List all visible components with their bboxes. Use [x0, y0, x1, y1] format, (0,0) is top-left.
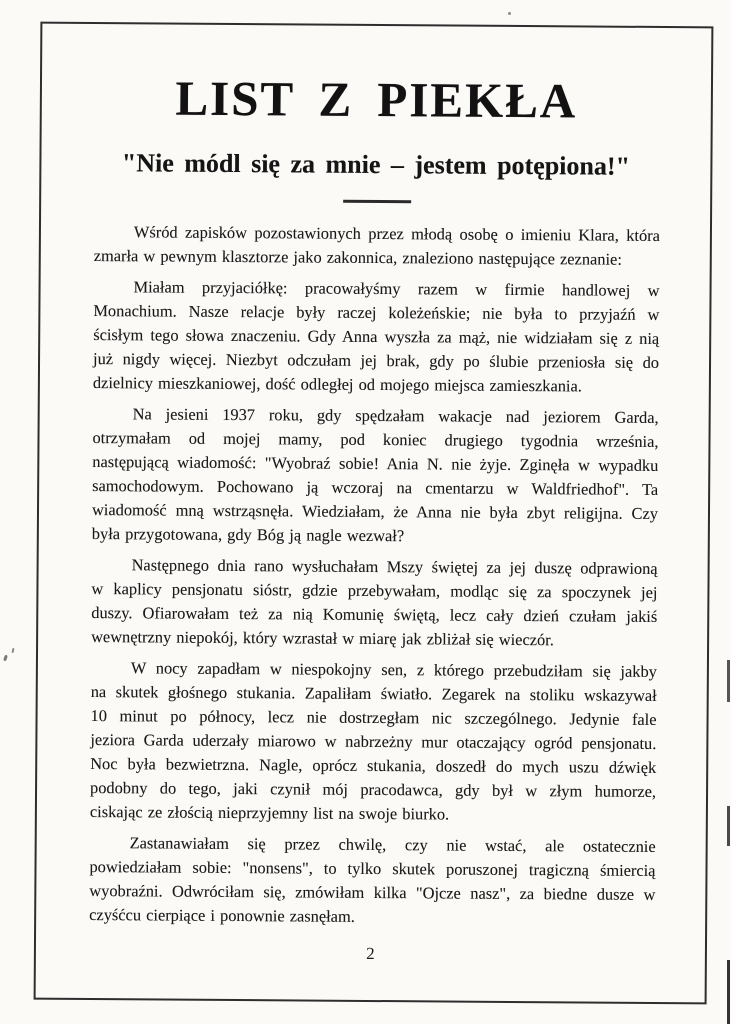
text-line: Monachium. Nasze relacje były raczej koleżeńskie; nie była to przyjaźń w [93, 301, 660, 324]
text-line: 10 minut po północy, lecz nie dostrzegłam nic szczególnego. Jedynie fale [90, 706, 657, 729]
text-line: w kaplicy pensjonatu sióstr, gdzie przebywałam, modląc się za spoczynek jej [91, 579, 658, 602]
text-line: duszy. Ofiarowałam też za nią Komunię świętą, lecz cały dzień czułam jakiś [91, 603, 658, 626]
text-line: wiadomość mną wstrząsnęła. Wiedziałam, że Anna nie była zbyt religijna. Czy [91, 500, 659, 523]
paragraph [90, 656, 657, 828]
paragraph [89, 831, 656, 931]
text-line: była przygotowana, gdy Bóg ją nagle wezwał? [91, 524, 405, 546]
text-line: powiedziałam sobie: "nonsens", to tylko skutek poruszonej tragiczną śmiercią [89, 857, 656, 880]
title-divider-rule [343, 200, 411, 203]
page-subtitle: "Nie módl się za mnie – jestem potępiona!" [121, 148, 631, 181]
text-line: następującą wiadomość: "Wyobraź sobie! Ania N. nie żyje. Zginęła w wypadku [92, 452, 659, 475]
paragraph [93, 275, 660, 399]
text-line: W nocy zapadłam w niespokojny sen, z którego przebudziłam się jakby [130, 658, 657, 681]
text-line: Miałam przyjaciółkę: pracowałyśmy razem w firmie handlowej w [133, 277, 660, 300]
document-body [89, 220, 660, 931]
text-line: jeziora Garda uderzały miarowo w nabrzeżny mur otaczający ogród pensjonatu. [90, 730, 657, 753]
scan-edge-mark [727, 806, 730, 846]
text-line: czyśćcu cierpiące i ponownie zasnęłam. [89, 905, 355, 926]
text-line: wyobraźni. Odwróciłam się, zmówiłam kilka "Ojcze nasz", za biedne dusze w [89, 881, 656, 904]
scan-edge-mark [727, 960, 730, 1024]
text-line: wewnętrzny niepokój, który wzrastał w miarę jak zbliżał się wieczór. [91, 627, 554, 650]
text-line: ciskając ze złością nieprzyjemny list na swoje biurko. [89, 802, 450, 824]
text-line: już nigdy więcej. Niezbyt odczułam jej brak, gdy po ślubie przeniosła się do [92, 349, 660, 372]
paragraph [91, 553, 658, 653]
paragraph [94, 220, 660, 272]
text-line: otrzymałam od mojej mamy, pod koniec drugiego tygodnia września, [92, 428, 659, 451]
text-line: zmarła w pewnym klasztorze jako zakonnica, znaleziono następujące zeznanie: [93, 246, 622, 269]
page-title: LIST Z PIEKŁA [175, 70, 578, 129]
text-line: na skutek głośnego stukania. Zapaliłam światło. Zegarek na stoliku wskazywał [90, 682, 657, 705]
text-line: Wśród zapisków pozostawionych przez młodą osobę o imieniu Klara, która [133, 222, 661, 245]
text-line: Następnego dnia rano wysłuchałam Mszy świętej za jej duszę odprawioną [131, 555, 658, 578]
text-line: Zastanawiałam się przez chwilę, czy nie wstać, ale ostatecznie [129, 833, 656, 856]
scan-edge-mark [727, 660, 730, 702]
text-line: podobny do tego, jaki czynił mój pracodawca, gdy był w złym humorze, [90, 778, 657, 801]
paragraph [92, 402, 659, 550]
text-line: ścisłym tego słowa znaczeniu. Gdy Anna wyszła za mąż, nie widziałam się z nią [93, 325, 660, 348]
text-line: samochodowym. Pochowano ją wczoraj na cmentarzu w Waldfriedhof". Ta [92, 476, 659, 499]
scan-speck [508, 12, 511, 15]
text-line: dzielnicy mieszkaniowej, dość odległej od mojego miejsca zamieszkania. [92, 373, 582, 396]
page-number: 2 [366, 943, 375, 964]
text-line: Na jesieni 1937 roku, gdy spędzałam wakacje nad jeziorem Garda, [132, 404, 659, 427]
text-line: Noc była bezwietrzna. Nagle, oprócz stukania, doszedł do mych uszu dźwięk [90, 754, 657, 777]
